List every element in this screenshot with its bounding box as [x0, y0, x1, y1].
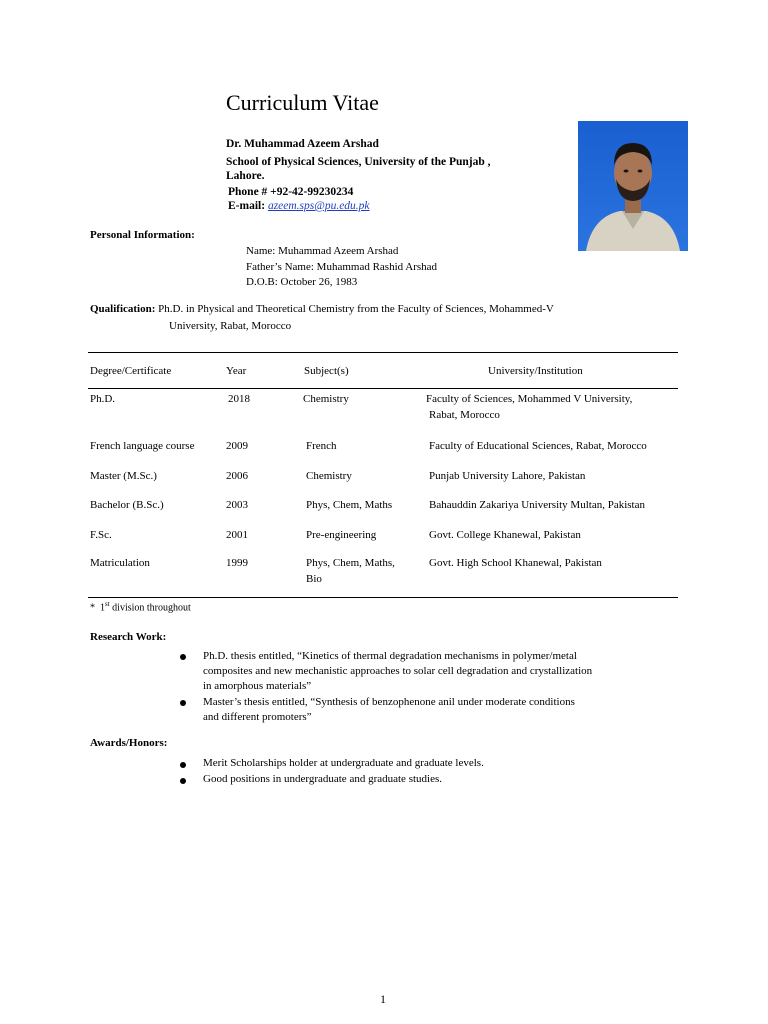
- research-item-1-line: composites and new mechanistic approaches to solar cell degradation and crystallization: [203, 665, 593, 677]
- table-cell: Matriculation: [90, 557, 150, 569]
- table-cell: 2003: [226, 499, 248, 511]
- phone: Phone # +92-42-99230234: [228, 186, 354, 198]
- table-cell: Master (M.Sc.): [90, 470, 157, 482]
- table-cell: Ph.D.: [90, 393, 116, 405]
- affiliation-line-1: School of Physical Sciences, University of the Punjab ,: [226, 156, 491, 168]
- affiliation-line-2: Lahore.: [226, 170, 265, 182]
- research-item-2: [203, 695, 575, 725]
- table-cell: Phys, Chem, Maths: [306, 499, 393, 511]
- table-cell: Chemistry: [303, 393, 349, 405]
- footnote-text: division throughout: [109, 602, 191, 614]
- research-item-2-line: Master’s thesis entitled, “Synthesis of benzophenone anil under moderate conditions: [203, 696, 575, 708]
- footnote-sup: st: [105, 600, 110, 608]
- table-cell: Phys, Chem, Maths,: [306, 557, 395, 569]
- research-item-1-line: in amorphous materials”: [203, 680, 312, 692]
- table-header: Year: [226, 365, 247, 377]
- table-cell: Govt. High School Khanewal, Pakistan: [429, 557, 602, 569]
- candidate-name: Dr. Muhammad Azeem Arshad: [226, 138, 379, 150]
- email-link[interactable]: azeem.sps@pu.edu.pk: [267, 200, 370, 212]
- page-number: 1: [380, 992, 386, 1006]
- profile-photo: [578, 121, 688, 251]
- awards-heading: Awards/Honors:: [90, 737, 168, 749]
- table-bottom-rule: [88, 597, 678, 598]
- table-header: University/Institution: [488, 365, 583, 377]
- table-cell: 2001: [226, 529, 248, 541]
- qualification-line-2: University, Rabat, Morocco: [169, 320, 292, 332]
- personal-father: Father’s Name: Muhammad Rashid Arshad: [246, 261, 438, 273]
- personal-name: Name: Muhammad Azeem Arshad: [246, 245, 399, 257]
- table-cell: Bio: [306, 573, 322, 585]
- table-cell: 2018: [228, 393, 250, 405]
- table-cell: Govt. College Khanewal, Pakistan: [429, 529, 581, 541]
- bullet-icon: [180, 700, 186, 706]
- research-heading: Research Work:: [90, 631, 167, 643]
- research-item-1-line: Ph.D. thesis entitled, “Kinetics of thermal degradation mechanisms in polymer/metal: [203, 650, 577, 662]
- bullet-icon: [180, 778, 186, 784]
- qualification-text: Ph.D. in Physical and Theoretical Chemistry from the Faculty of Sciences, Mohammed-V: [155, 303, 554, 315]
- bullet-icon: [180, 654, 186, 660]
- table-cell: Rabat, Morocco: [429, 409, 500, 421]
- research-item-2-line: and different promoters”: [203, 711, 312, 723]
- table-header-rule: [88, 388, 678, 389]
- table-cell: Bachelor (B.Sc.): [90, 499, 164, 511]
- table-cell: 2009: [226, 440, 248, 452]
- table-header: Subject(s): [304, 365, 349, 377]
- email-row: [228, 200, 370, 212]
- table-cell: French: [306, 440, 337, 452]
- personal-info-heading: Personal Information:: [90, 229, 195, 241]
- footnote-star: *: [90, 602, 95, 614]
- footnote: [90, 600, 191, 613]
- table-cell: F.Sc.: [90, 529, 112, 541]
- table-cell: 1999: [226, 557, 248, 569]
- page-title: Curriculum Vitae: [226, 90, 379, 115]
- research-item-1: [203, 649, 592, 694]
- email-label: E-mail:: [228, 200, 266, 212]
- footnote-num: 1: [100, 602, 105, 614]
- table-top-rule: [88, 352, 678, 353]
- award-item-1: Merit Scholarships holder at undergraduate and graduate levels.: [203, 757, 484, 769]
- table-cell: French language course: [90, 440, 195, 452]
- table-header: Degree/Certificate: [90, 365, 172, 377]
- qualification-label: Qualification:: [90, 303, 156, 315]
- table-cell: Bahauddin Zakariya University Multan, Pakistan: [429, 499, 645, 511]
- table-cell: Punjab University Lahore, Pakistan: [429, 470, 586, 482]
- table-cell: Faculty of Sciences, Mohammed V University,: [426, 393, 633, 405]
- qualification-line-1: [90, 303, 554, 315]
- table-cell: Faculty of Educational Sciences, Rabat, Morocco: [429, 440, 647, 452]
- table-cell: Chemistry: [306, 470, 352, 482]
- award-item-2: Good positions in undergraduate and graduate studies.: [203, 773, 442, 785]
- table-cell: Pre-engineering: [306, 529, 377, 541]
- table-cell: 2006: [226, 470, 248, 482]
- personal-dob: D.O.B: October 26, 1983: [246, 276, 358, 288]
- bullet-icon: [180, 762, 186, 768]
